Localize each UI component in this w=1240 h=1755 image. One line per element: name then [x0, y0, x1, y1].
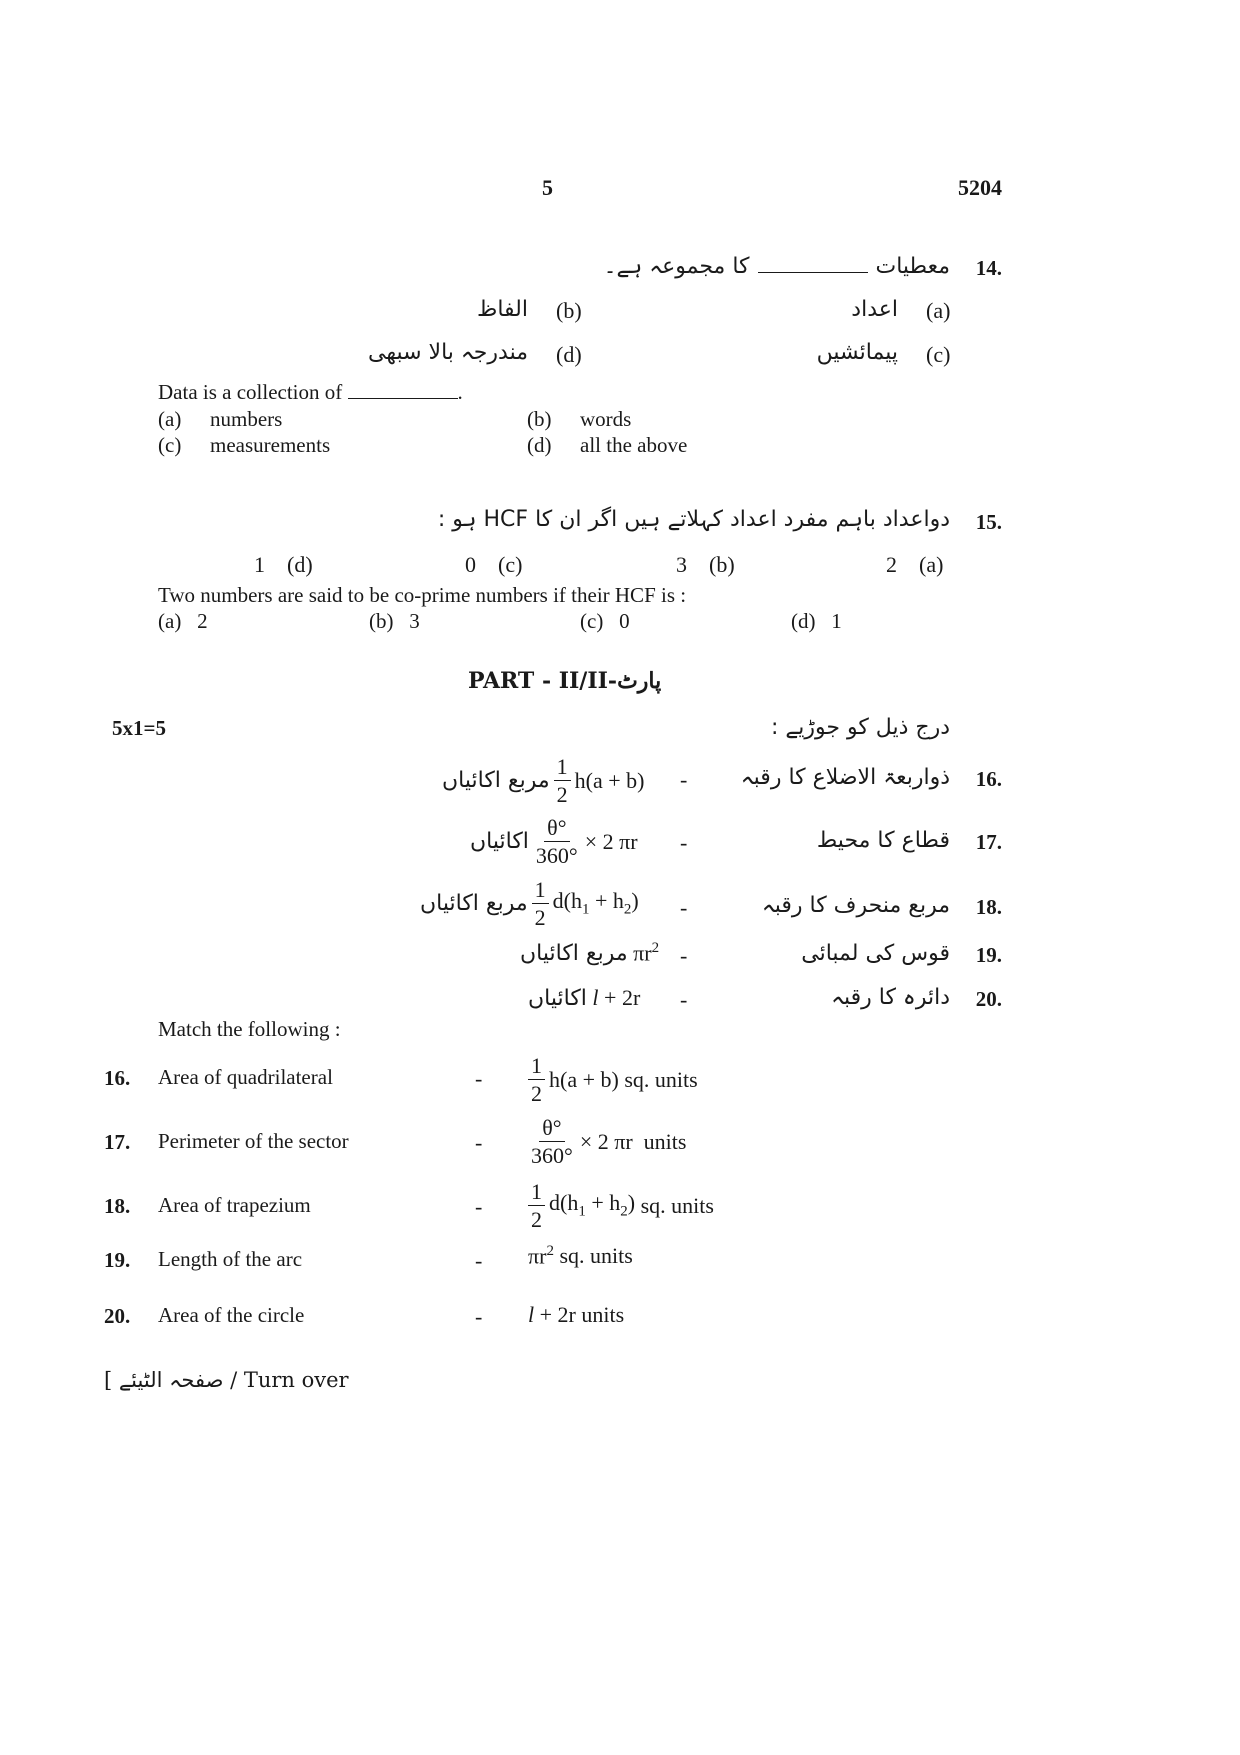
- item-18-answer: $\frac{1}{2}$ $d(h_1 + h_2)$ sq. units: [524, 1180, 714, 1231]
- q14-urdu-blank: [758, 254, 868, 273]
- q14-option-d-label: (d): [527, 433, 552, 457]
- q15-option-c: (c) 0: [580, 609, 630, 633]
- item-18-number: 18.: [104, 1194, 131, 1218]
- q14-option-b: words: [580, 407, 632, 431]
- item-19-number: 19.: [104, 1248, 131, 1272]
- q14-option-b-label: (b): [527, 407, 552, 431]
- item-19-dash: -: [475, 1248, 483, 1273]
- urdu-item-16-number: 16.: [975, 767, 1002, 791]
- q14-english-question: Data is a collection of .: [158, 380, 463, 404]
- urdu-item-17-number: 17.: [975, 830, 1002, 854]
- q15-urdu-question: دواعداد باہم مفرد اعداد کہلاتے ہیں اگر ان کا HCF ہو :: [437, 507, 950, 532]
- q14-urdu-option-d-label: (d): [556, 342, 582, 367]
- q14-urdu-option-b: الفاظ: [477, 297, 528, 322]
- urdu-item-20-dash: -: [680, 987, 688, 1012]
- q14-option-c-label: (c): [158, 433, 182, 457]
- q14-urdu-option-c: پیمائشیں: [816, 340, 898, 365]
- urdu-item-16-text: ذواربعۃ الاضلاع کا رقبہ: [740, 765, 950, 790]
- item-18-dash: -: [475, 1194, 483, 1219]
- urdu-item-19-answer: مربع اکائیاں $\pi r^2$: [520, 940, 660, 966]
- item-16-text: Area of quadrilateral: [158, 1065, 333, 1089]
- part-heading: PART - II/II-پارٹ: [468, 668, 662, 694]
- urdu-item-20-number: 20.: [975, 987, 1002, 1011]
- q14-option-d: all the above: [580, 433, 688, 457]
- item-18-text: Area of trapezium: [158, 1193, 311, 1217]
- q14-option-c: measurements: [210, 433, 331, 457]
- q14-number-urdu: 14.: [975, 256, 1002, 280]
- item-17-answer: $\frac{\theta^\circ}{360^\circ}$ × 2 πr units: [531, 1115, 687, 1169]
- urdu-item-18-dash: -: [680, 895, 688, 920]
- urdu-item-17-dash: -: [680, 830, 688, 855]
- q15-english-question: Two numbers are said to be co-prime numbers if their HCF is :: [158, 583, 687, 607]
- urdu-item-17-answer: اکائیاں $\frac{\theta^\circ}{360^\circ}$ × 2 πr: [470, 815, 638, 869]
- q14-urdu-option-b-label: (b): [556, 298, 582, 323]
- q15-option-a: (a) 2: [158, 609, 208, 633]
- item-20-text: Area of the circle: [158, 1303, 305, 1327]
- q15-option-d: (d) 1: [791, 609, 842, 633]
- item-16-number: 16.: [104, 1066, 131, 1090]
- q14-option-a: numbers: [210, 407, 283, 431]
- item-17-number: 17.: [104, 1130, 131, 1154]
- item-17-dash: -: [475, 1130, 483, 1155]
- urdu-item-16-dash: -: [680, 767, 688, 792]
- item-20-dash: -: [475, 1304, 483, 1329]
- q14-urdu-option-d: مندرجہ بالا سبھی: [368, 340, 528, 365]
- english-instruction: Match the following :: [158, 1017, 341, 1041]
- q14-urdu-question: معطیاتکا مجموعہ ہے۔: [603, 254, 950, 279]
- q14-urdu-option-a-label: (a): [926, 298, 951, 323]
- q15-option-b: (b) 3: [369, 609, 420, 633]
- urdu-item-16-answer: مربع اکائیاں $\frac{1}{2}$ h(a + b): [442, 754, 645, 808]
- urdu-item-18-text: مربع منحرف کا رقبہ: [761, 893, 950, 918]
- urdu-item-19-number: 19.: [975, 943, 1002, 967]
- q14-urdu-option-c-label: (c): [926, 342, 951, 367]
- item-17-text: Perimeter of the sector: [158, 1129, 349, 1153]
- urdu-item-17-text: قطاع کا محیط: [816, 828, 950, 853]
- q14-option-a-label: (a): [158, 407, 182, 431]
- item-20-answer: l + 2r units: [528, 1302, 625, 1327]
- urdu-item-20-text: دائرہ کا رقبہ: [831, 985, 950, 1010]
- item-19-answer: $\pi r^2$ sq. units: [528, 1243, 633, 1269]
- q15-urdu-option-c: 0 (c): [465, 552, 523, 577]
- item-16-dash: -: [475, 1066, 483, 1091]
- q15-number-urdu: 15.: [975, 510, 1002, 534]
- page-number: 5: [542, 175, 553, 200]
- marks-label: 5x1=5: [112, 716, 166, 740]
- urdu-item-20-answer: اکائیاں l + 2r: [528, 985, 641, 1011]
- q14-urdu-option-a: اعداد: [851, 297, 898, 322]
- urdu-item-18-number: 18.: [975, 895, 1002, 919]
- item-20-number: 20.: [104, 1304, 131, 1328]
- item-19-text: Length of the arc: [158, 1247, 303, 1271]
- urdu-item-19-text: قوس کی لمبائی: [801, 941, 950, 966]
- turn-over-label: [ صفحہ الٹیئے / Turn over: [104, 1368, 349, 1392]
- urdu-item-18-answer: مربع اکائیاں $\frac{1}{2}$ $d(h_1 + h_2)$: [420, 877, 639, 931]
- q15-urdu-option-a: 2 (a): [886, 552, 944, 577]
- urdu-item-19-dash: -: [680, 943, 688, 968]
- q15-urdu-option-d: 1 (d): [254, 552, 313, 577]
- q15-urdu-option-b: 3 (b): [676, 552, 735, 577]
- urdu-instruction: درج ذیل کو جوڑیے :: [770, 715, 950, 740]
- item-16-answer: $\frac{1}{2}$ h(a + b) sq. units: [524, 1054, 698, 1105]
- paper-code: 5204: [958, 175, 1002, 200]
- q14-english-blank: [348, 380, 458, 399]
